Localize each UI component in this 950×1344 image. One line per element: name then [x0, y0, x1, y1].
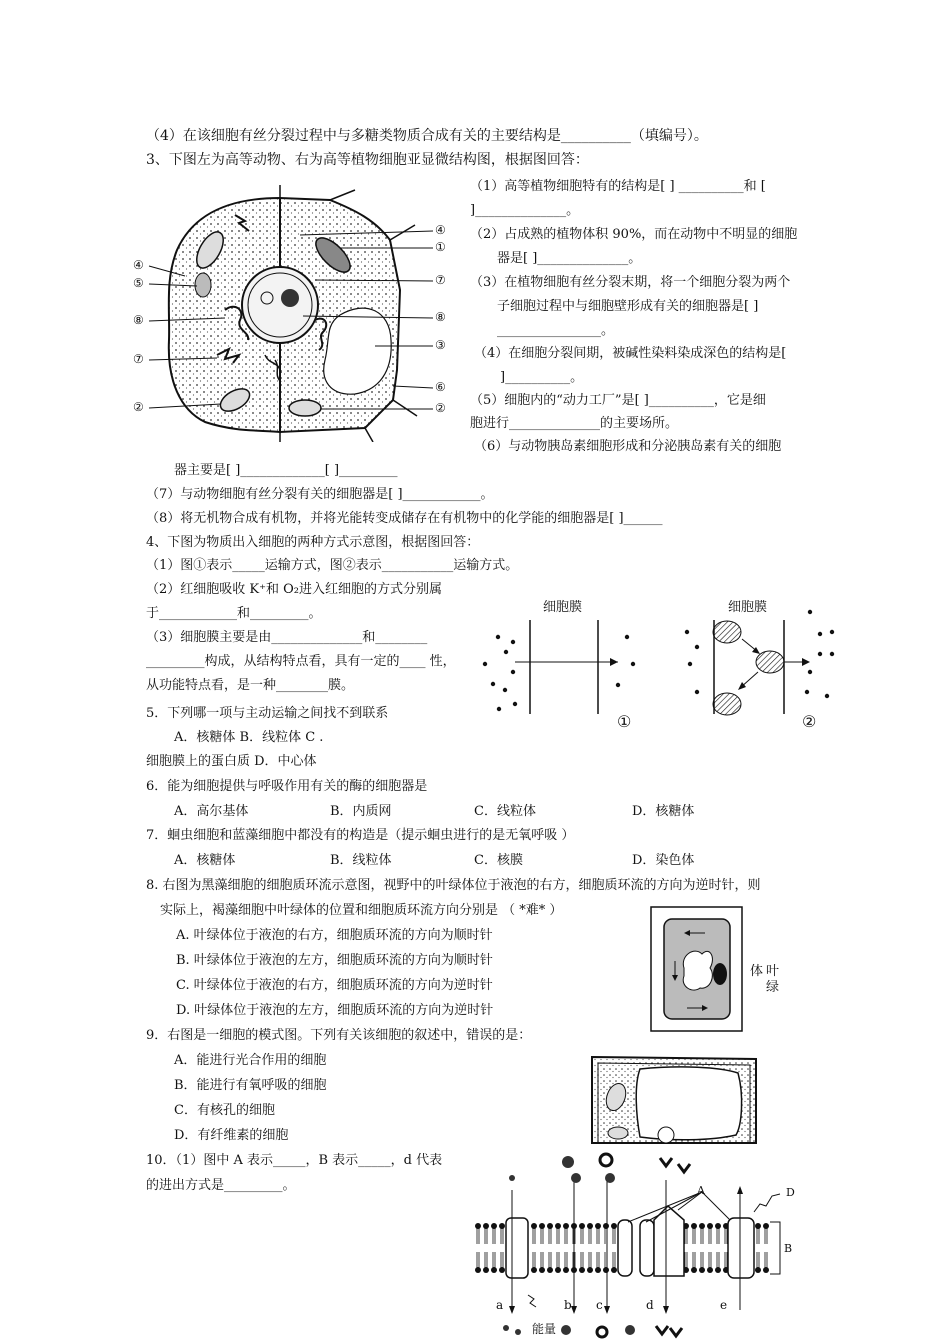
lipid-head	[691, 1223, 697, 1229]
q3-sub1-a: （1）高等植物细胞特有的结构是[ ] __________和 [	[470, 179, 766, 194]
lipid-head	[531, 1223, 537, 1229]
q6-option-c: C．线粒体	[474, 804, 536, 819]
lipid-head	[707, 1267, 713, 1273]
q7-option-c: C．核膜	[474, 853, 523, 868]
lipid-head	[539, 1223, 545, 1229]
cell-label-left-7: ⑦	[133, 352, 144, 366]
q3-sub8: （8）将无机物合成有机物，并将光能转变成储存在有机物中的化学能的细胞器是[ ]______	[146, 511, 663, 526]
q7-option-b: B．线粒体	[330, 853, 392, 868]
streaming-label-2: 叶	[766, 964, 780, 979]
q2-sub4: （4）在该细胞有丝分裂过程中与多糖类物质合成有关的主要结构是__________（填编号）。	[146, 128, 708, 144]
membrane-label-B: B	[784, 1242, 793, 1255]
lipid-head	[699, 1223, 705, 1229]
q4-sub2-b: 于____________和_________。	[146, 606, 322, 621]
q8-option-a: A. 叶绿体位于液泡的右方，细胞质环流的方向为顺时针	[176, 928, 493, 943]
cell-label-right-7: ⑦	[435, 273, 446, 287]
transport-figure-2	[672, 592, 850, 734]
q3-sub4-a: （4）在细胞分裂间期，被碱性染料染成深色的结构是[	[474, 346, 787, 361]
membrane-label-A: A	[697, 1184, 705, 1197]
q4-sub3-b: _________构成，从结构特点看，具有一定的____ 性，	[146, 654, 456, 669]
lipid-head	[587, 1223, 593, 1229]
cell-label-right-6: ⑥	[435, 380, 446, 394]
membrane-label-d: d	[646, 1298, 654, 1312]
lipid-head	[491, 1223, 497, 1229]
transport-2-membrane-label: 细胞膜	[728, 600, 768, 615]
q6-stem: 6．能为细胞提供与呼吸作用有关的酶的细胞器是	[146, 779, 428, 794]
lipid-head	[499, 1267, 505, 1273]
q8-option-b: B. 叶绿体位于液泡的左方，细胞质环流的方向为顺时针	[176, 953, 493, 968]
membrane-label-D: D	[786, 1186, 795, 1199]
q10-sub1-b: 的进出方式是_________。	[146, 1178, 296, 1193]
lipid-head	[499, 1223, 505, 1229]
cell-diagram-svg	[125, 180, 460, 442]
transport-2-number: ②	[802, 712, 817, 731]
q3-sub2-b: 器是[ ]______________。	[497, 251, 642, 266]
lipid-head	[763, 1267, 769, 1273]
q8-stem-1: 8. 右图为黑藻细胞的细胞质环流示意图，视野中的叶绿体位于液泡的右方，细胞质环流的方向为逆时针，则	[146, 878, 761, 893]
q3-sub3-c: ________________。	[497, 323, 615, 338]
lipid-head	[691, 1267, 697, 1273]
lipid-head	[715, 1223, 721, 1229]
q9-stem: 9．右图是一细胞的模式图。下列有关该细胞的叙述中，错误的是：	[146, 1028, 532, 1043]
lipid-head	[483, 1223, 489, 1229]
transport-figure-1	[475, 592, 650, 734]
lipid-head	[563, 1267, 569, 1273]
lipid-head	[483, 1267, 489, 1273]
lipid-head	[475, 1267, 481, 1273]
transport-1-membrane-label: 细胞膜	[543, 600, 583, 615]
membrane-figure-svg	[470, 1150, 815, 1344]
streaming-figure	[650, 906, 795, 1032]
lipid-head	[611, 1267, 617, 1273]
q4-sub3-a: （3）细胞膜主要是由______________和________	[146, 630, 428, 645]
lipid-head	[547, 1267, 553, 1273]
lipid-head	[595, 1267, 601, 1273]
membrane-label-c: c	[596, 1298, 603, 1312]
streaming-label-1: 体	[750, 964, 764, 979]
lipid-head	[547, 1223, 553, 1229]
lipid-head	[587, 1267, 593, 1273]
q3-sub7: （7）与动物细胞有丝分裂有关的细胞器是[ ]____________。	[146, 487, 494, 502]
q10-sub1-a: 10．（1）图中 A 表示_____，B 表示_____，d 代表	[146, 1153, 443, 1168]
q6-option-a: A．高尔基体	[174, 804, 249, 819]
lipid-head	[539, 1267, 545, 1273]
membrane-label-e: e	[720, 1298, 728, 1312]
cell-label-left-8: ⑧	[133, 313, 144, 327]
cell-label-right-8: ⑧	[435, 310, 446, 324]
q3-sub6-b: 器主要是[ ]_____________[ ]_________	[174, 463, 398, 478]
q6-option-d: D．核糖体	[632, 804, 695, 819]
lipid-head	[555, 1223, 561, 1229]
q8-option-c: C. 叶绿体位于液泡的右方，细胞质环流的方向为逆时针	[176, 978, 493, 993]
plant-cell-figure-svg	[590, 1055, 758, 1145]
lipid-head	[579, 1223, 585, 1229]
lipid-head	[475, 1223, 481, 1229]
plant-cell-figure	[590, 1055, 758, 1145]
q7-option-a: A．核糖体	[174, 853, 236, 868]
q3-sub5-b: 胞进行______________的主要场所。	[470, 416, 679, 431]
q3-stem: 3、下图左为高等动物、右为高等植物细胞亚显微结构图，根据图回答：	[146, 152, 589, 168]
q6-option-b: B．内质网	[330, 804, 392, 819]
q5-stem: 5．下列哪一项与主动运输之间找不到联系	[146, 706, 389, 721]
q9-option-d: D．有纤维素的细胞	[174, 1128, 289, 1143]
q4-stem: 4、下图为物质出入细胞的两种方式示意图，根据图回答：	[146, 535, 480, 550]
lipid-head	[715, 1267, 721, 1273]
lipid-head	[763, 1223, 769, 1229]
lipid-head	[579, 1267, 585, 1273]
q9-option-a: A．能进行光合作用的细胞	[174, 1053, 327, 1068]
streaming-label-3: 绿	[766, 980, 780, 995]
lipid-head	[603, 1267, 609, 1273]
membrane-label-b: b	[564, 1298, 572, 1312]
q4-sub2-a: （2）红细胞吸收 K⁺和 O₂进入红细胞的方式分别属	[146, 582, 442, 597]
lipid-head	[491, 1267, 497, 1273]
q3-sub3-a: （3）在植物细胞有丝分裂末期，将一个细胞分裂为两个	[470, 275, 791, 290]
q5-row1: A．核糖体 B．线粒体 C .	[174, 730, 324, 745]
cell-label-left-2: ②	[133, 400, 144, 414]
cell-diagram-figure	[125, 180, 460, 442]
transport-1-number: ①	[617, 712, 632, 731]
q9-option-b: B．能进行有氧呼吸的细胞	[174, 1078, 327, 1093]
q4-sub3-c: 从功能特点看，是一种________膜。	[146, 678, 355, 693]
membrane-label-energy: 能量	[532, 1322, 557, 1336]
lipid-head	[611, 1223, 617, 1229]
q8-stem-2: 实际上，褐藻细胞中叶绿体的位置和细胞质环流方向分别是 （ *难* ）	[160, 903, 563, 918]
q3-sub5-a: （5）细胞内的“动力工厂”是[ ]__________，它是细	[470, 393, 766, 408]
cell-label-right-1: ①	[435, 240, 446, 254]
q3-sub4-b: ]__________。	[500, 370, 584, 385]
q3-sub1-b: ]______________。	[470, 203, 580, 218]
lipid-head	[755, 1223, 761, 1229]
cell-label-left-5: ⑤	[133, 276, 144, 290]
lipid-head	[595, 1223, 601, 1229]
q3-sub2-a: （2）占成熟的植物体积 90%，而在动物中不明显的细胞	[470, 227, 798, 242]
q9-option-c: C．有核孔的细胞	[174, 1103, 275, 1118]
q7-stem: 7．蛔虫细胞和蓝藻细胞中都没有的构造是（提示蛔虫进行的是无氧呼吸 ）	[146, 828, 575, 843]
lipid-head	[531, 1267, 537, 1273]
lipid-head	[699, 1267, 705, 1273]
lipid-head	[707, 1223, 713, 1229]
lipid-head	[563, 1223, 569, 1229]
lipid-head	[755, 1267, 761, 1273]
q8-option-d: D. 叶绿体位于液泡的左方，细胞质环流的方向为逆时针	[176, 1003, 494, 1018]
q3-sub6-a: （6）与动物胰岛素细胞形成和分泌胰岛素有关的细胞	[474, 439, 782, 454]
cell-label-right-2: ②	[435, 401, 446, 415]
membrane-figure	[470, 1150, 815, 1344]
cell-label-right-3: ③	[435, 338, 446, 352]
cell-label-left-4: ④	[133, 258, 144, 272]
q7-option-d: D．染色体	[632, 853, 695, 868]
lipid-head	[603, 1223, 609, 1229]
q3-sub3-b: 子细胞过程中与细胞壁形成有关的细胞器是[ ]	[497, 299, 759, 314]
membrane-label-a: a	[496, 1298, 504, 1312]
q4-sub1: （1）图①表示_____运输方式，图②表示___________运输方式。	[146, 558, 519, 573]
q5-row2: 细胞膜上的蛋白质 D．中心体	[146, 754, 317, 769]
cell-label-right-4: ④	[435, 223, 446, 237]
lipid-head	[555, 1267, 561, 1273]
